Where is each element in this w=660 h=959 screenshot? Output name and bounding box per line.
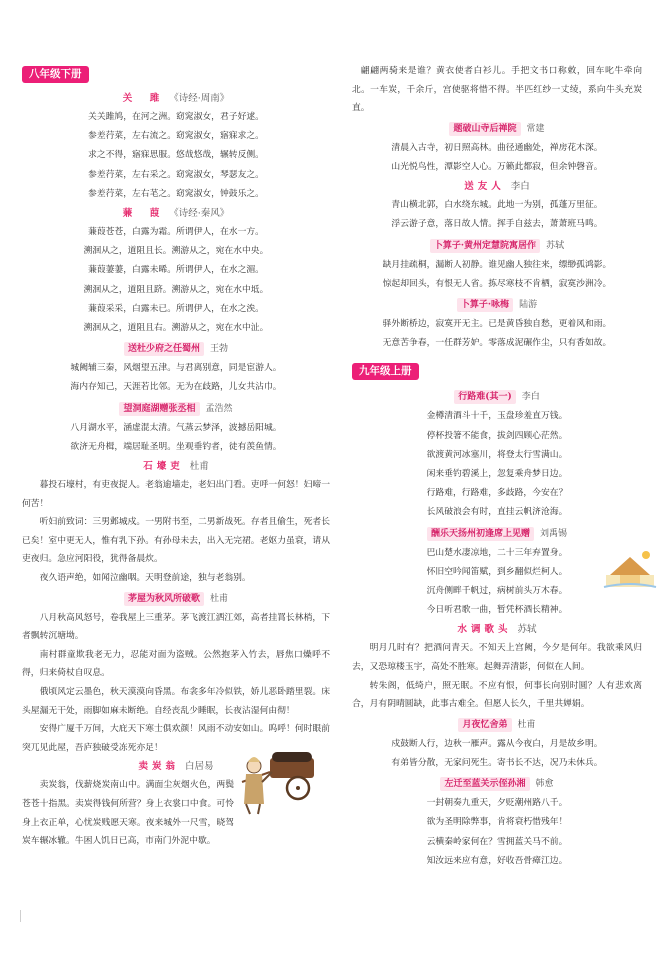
poem-title: 关 雎: [122, 93, 164, 104]
poem-line: 浮云游子意，落日故人情。挥手自兹去，萧萧班马鸣。: [391, 219, 603, 230]
landscape-illustration: [602, 545, 658, 591]
poem-line: 沉舟侧畔千帆过，病树前头万木春。: [426, 586, 568, 597]
poem-author: 《诗经·周南》: [169, 93, 230, 104]
poem: [352, 623, 642, 713]
poem-paragraph: 卖炭翁，伐薪烧炭南山中。满面尘灰烟火色，两鬓苍苍十指黑。卖炭得钱何所营？身上衣裳口中食。可怜身上衣正单，心忧炭贱愿天寒。夜来城外一尺雪，晓驾炭车辗冰辙。牛困人饥日已高，市南门外泥中歇。: [22, 780, 234, 847]
poem-header: [22, 92, 330, 106]
poem-header: [352, 527, 642, 541]
poem-header: [352, 239, 642, 253]
poem-line: 闲来垂钓碧溪上，忽复乘舟梦日边。: [426, 469, 568, 480]
poem: [352, 527, 642, 621]
poem-header: [22, 207, 330, 221]
poem-author: 李白: [521, 392, 540, 403]
left-poem-list: [22, 92, 330, 851]
poem-author: 李白: [510, 181, 530, 193]
poem-title: 蒹 葭: [122, 208, 164, 220]
poem-header: [352, 777, 642, 791]
charcoal-cart-illustration: [232, 742, 324, 816]
poem-line: 蒹葭苍苍，白露为霜。所谓伊人，在水一方。: [88, 227, 264, 238]
poem-paragraph: 夜久语声绝，如闻泣幽咽。天明登前途，独与老翁别。: [39, 573, 251, 584]
poem: [352, 239, 642, 294]
poem-header: [352, 623, 642, 637]
poem-line: 怀旧空吟闻笛赋，到乡翻似烂柯人。: [426, 566, 568, 577]
poem-line: 参差荇菜，左右采之。窈窕淑女，琴瑟友之。: [88, 169, 264, 180]
poem: [352, 718, 642, 773]
poem-line: 溯洄从之，道阻且跻。溯游从之，宛在水中坻。: [83, 284, 269, 295]
poem-author: 王勃: [210, 344, 229, 355]
poem-line: 今日听君歌一曲，暂凭杯酒长精神。: [426, 605, 568, 616]
poem-line: 有弟皆分散，无家问死生。寄书长不达，况乃未休兵。: [391, 758, 603, 769]
poem: [352, 180, 642, 234]
poem-author: 刘禹锡: [540, 528, 568, 539]
poem-line: 缺月挂疏桐，漏断人初静。谁见幽人独往来，缥缈孤鸿影。: [382, 259, 612, 270]
poem: [352, 777, 642, 871]
poem-author: 《诗经·秦风》: [169, 208, 230, 220]
poem-paragraph: 俄顷风定云墨色，秋天漠漠向昏黑。布衾多年冷似铁，娇儿恶卧踏里裂。床头屋漏无干处，雨脚如麻未断绝。自经丧乱少睡眠，长夜沾湿何由彻！: [22, 686, 330, 716]
poem: [22, 592, 330, 758]
poem-line: 行路难，行路难，多歧路，今安在？: [426, 488, 568, 499]
poem-paragraph: 听妇前致词：三男邺城戍。一男附书至，二男新战死。存者且偷生，死者长已矣！室中更无人，惟有乳下孙。有孙母未去，出入无完裙。老妪力虽衰，请从吏夜归。急应河阳役，犹得备晨炊。: [22, 517, 330, 565]
poem-line: 停杯投箸不能食，拔剑四顾心茫然。: [426, 430, 568, 441]
poem-line: 参差荇菜，左右流之。窈窕淑女，寤寐求之。: [88, 131, 264, 142]
poem-continuation: 翩翩两骑来是谁？黄衣使者白衫儿。手把文书口称敕，回车叱牛牵向北。一车炭，千余斤，宫使驱将惜不得。半匹红纱一丈绫，系向牛头充炭直。: [352, 66, 642, 114]
poem-line: 溯洄从之，道阻且长。溯游从之，宛在水中央。: [83, 246, 269, 257]
poem-paragraph: 暮投石壕村，有吏夜捉人。老翁逾墙走，老妇出门看。吏呼一何怒！妇啼一何苦！: [22, 480, 330, 509]
poem-header: [22, 592, 330, 606]
poem-title: 茅屋为秋风所破歌: [124, 592, 204, 606]
poem-title: 送杜少府之任蜀州: [124, 342, 204, 356]
poem-paragraph: 安得广厦千万间，大庇天下寒士俱欢颜！风雨不动安如山。呜呼！何时眼前突兀见此屋，吾庐独破受冻死亦足！: [22, 724, 330, 753]
poem-line: 山光悦鸟性，潭影空人心。万籁此都寂，但余钟磬音。: [391, 161, 603, 172]
poem-line: 金樽清酒斗十千，玉盘珍羞直万钱。: [426, 411, 568, 422]
poem-header: [352, 298, 642, 312]
poem-author: 韩愈: [535, 779, 554, 790]
poem-paragraph: 八月秋高风怒号，卷我屋上三重茅。茅飞渡江洒江郊，高者挂罥长林梢，下者飘转沉塘坳。: [22, 612, 330, 642]
poem-author: 孟浩然: [205, 403, 233, 414]
poem-line: 参差荇菜，左右芼之。窈窕淑女，钟鼓乐之。: [88, 188, 264, 199]
poem-author: 苏轼: [546, 240, 565, 251]
poem-title: 题破山寺后禅院: [449, 122, 520, 136]
poem: [352, 298, 642, 353]
grade-badge-9a: 九年级上册: [352, 363, 419, 380]
poem-title: 送友人: [464, 181, 505, 193]
poem-line: 溯洄从之，道阻且右。溯游从之，宛在水中沚。: [83, 323, 269, 334]
poem-paragraph: 南村群童欺我老无力，忍能对面为盗贼。公然抱茅入竹去，唇焦口燥呼不得，归来倚杖自叹息。: [22, 649, 330, 679]
poem-line: 戍鼓断人行，边秋一雁声。露从今夜白，月是故乡明。: [391, 738, 603, 749]
poem-line: 巴山楚水凄凉地，二十三年弃置身。: [426, 547, 568, 558]
poem-header: [352, 122, 642, 136]
poem-paragraph: 明月几时有？把酒问青天。不知天上宫阙，今夕是何年。我欲乘风归去，又恐琼楼玉宇，高处不胜寒。起舞弄清影，何似在人间。: [352, 643, 642, 673]
poem-header: [352, 180, 642, 194]
poem-header: [352, 390, 642, 404]
poem-author: 杜甫: [210, 593, 229, 604]
poem-line: 云横秦岭家何在？雪拥蓝关马不前。: [426, 836, 568, 847]
poem-author: 陆游: [519, 300, 538, 310]
poem: [22, 207, 330, 338]
poem-line: 无意苦争春，一任群芳妒。零落成泥碾作尘，只有香如故。: [382, 338, 612, 349]
poem-line: 关关雎鸠，在河之洲。窈窕淑女，君子好逑。: [88, 112, 264, 122]
poem-header: [22, 342, 330, 356]
poem-title: 卜算子·咏梅: [457, 298, 513, 312]
poem-header: [22, 402, 330, 416]
poem-title: 石壕吏: [143, 461, 184, 473]
poem-header: [352, 718, 642, 732]
poem-line: 八月湖水平，涵虚混太清。气蒸云梦泽，波撼岳阳城。: [70, 422, 282, 433]
poem-author: 苏轼: [517, 624, 537, 636]
poem-title: 望洞庭湖赠张丞相: [119, 402, 199, 416]
poem-line: 蒹葭采采，白露未已。所谓伊人，在水之涘。: [88, 303, 264, 314]
poem-line: 驿外断桥边，寂寞开无主。已是黄昏独自愁，更着风和雨。: [382, 319, 612, 329]
right-poem-list-9: [352, 390, 642, 871]
poem-title: 水调歌头: [457, 624, 512, 636]
poem-title: 酬乐天扬州初逢席上见赠: [427, 527, 534, 541]
poem-title: 卜算子·黄州定慧院寓居作: [430, 239, 540, 253]
left-column: [22, 62, 330, 851]
margin-mark: [20, 910, 21, 922]
poem-line: 海内存知己，天涯若比邻。无为在歧路，儿女共沾巾。: [70, 382, 282, 393]
poem-line: 青山横北郭，白水绕东城。此地一为别，孤蓬万里征。: [391, 200, 603, 211]
poem: [22, 92, 330, 204]
poem-author: 杜甫: [517, 719, 536, 730]
poem-author: 杜甫: [189, 461, 209, 473]
poem-line: 蒹葭萋萋，白露未晞。所谓伊人，在水之湄。: [88, 265, 264, 276]
poem: [352, 390, 642, 522]
poem-line: 知汝远来应有意，好收吾骨瘴江边。: [426, 855, 568, 866]
poem-title: 左迁至蓝关示侄孙湘: [440, 777, 529, 791]
poem-line: 求之不得，寤寐思服。悠哉悠哉，辗转反侧。: [88, 150, 264, 161]
poem: [352, 122, 642, 177]
poem-title: 卖炭翁: [138, 761, 179, 773]
poem: [22, 402, 330, 457]
poem-title: 月夜忆舍弟: [458, 718, 511, 732]
poem-title: 行路难(其一): [454, 390, 516, 404]
right-poem-list-8: [352, 122, 642, 354]
poem-paragraph: 转朱阁，低绮户，照无眠。不应有恨，何事长向别时圆？人有悲欢离合，月有阴晴圆缺，此事古难全。但愿人长久，千里共婵娟。: [352, 680, 642, 710]
poem-author: 常建: [526, 123, 545, 134]
poem-line: 清晨入古寺，初日照高林。曲径通幽处，禅房花木深。: [391, 142, 603, 153]
poem-line: 一封朝奏九重天，夕贬潮州路八千。: [426, 798, 568, 809]
poem: [22, 460, 330, 588]
poem-line: 长风破浪会有时，直挂云帆济沧海。: [426, 507, 568, 518]
poem-line: 欲济无舟楫，端居耻圣明。坐观垂钓者，徒有羡鱼情。: [70, 441, 282, 452]
poem-header: [22, 460, 330, 474]
poem-line: 城阙辅三秦，风烟望五津。与君离别意，同是宦游人。: [70, 363, 282, 374]
grade-badge-8b: 八年级下册: [22, 66, 89, 83]
poem: [22, 342, 330, 397]
right-column: [352, 62, 642, 871]
poem-author: 白居易: [185, 761, 214, 773]
poem-line: 欲为圣明除弊事，肯将衰朽惜残年！: [426, 817, 568, 828]
poem-line: 欲渡黄河冰塞川，将登太行雪满山。: [426, 449, 568, 460]
poem-line: 惊起却回头，有恨无人省。拣尽寒枝不肯栖，寂寞沙洲冷。: [382, 278, 612, 289]
